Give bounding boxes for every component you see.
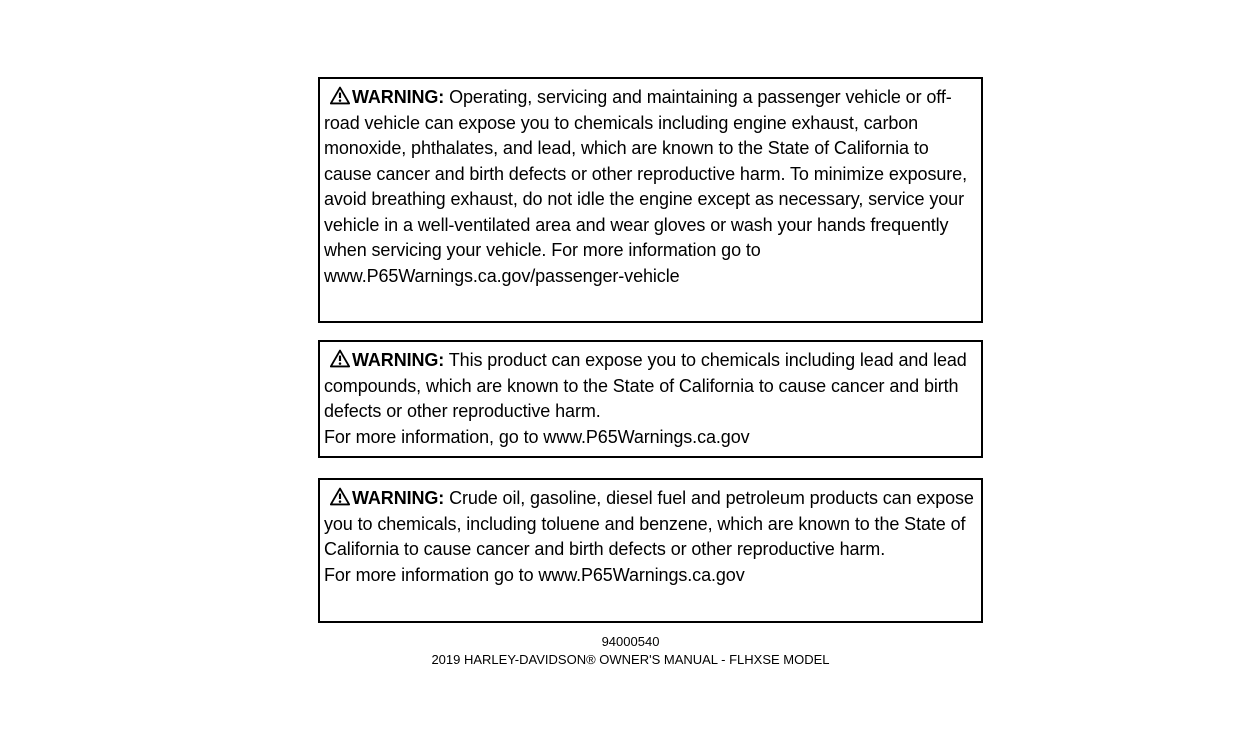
safety-alert-triangle-icon <box>330 86 350 105</box>
safety-alert-triangle-icon <box>330 487 350 506</box>
more-info-text: For more information go to www.P65Warnings.ca.gov <box>324 564 745 585</box>
warning-body-text: This product can expose you to chemicals including lead and lead compounds, which are known to the State of California to cause cancer and birth defects or other reproductive harm. <box>324 350 967 421</box>
warning-label: WARNING: <box>352 350 445 370</box>
prop65-warning-box-petroleum <box>318 478 983 623</box>
warning-body-text: Crude oil, gasoline, diesel fuel and petroleum products can expose you to chemicals, including toluene and benzene, which are known to the State of California to cause cancer and birth defects or other reproductive harm. <box>324 488 974 559</box>
safety-alert-triangle-icon <box>330 349 350 368</box>
more-info-text: For more information, go to www.P65Warnings.ca.gov <box>324 426 750 447</box>
prop65-warning-box-vehicle <box>318 77 983 323</box>
warning-label: WARNING: <box>352 488 445 508</box>
page-footer <box>10 633 1241 669</box>
warning-label: WARNING: <box>352 87 445 107</box>
part-number: 94000540 <box>601 634 660 649</box>
manual-title: 2019 HARLEY-DAVIDSON® OWNER'S MANUAL - FLHXSE MODEL <box>431 652 830 667</box>
prop65-warning-box-lead <box>318 340 983 458</box>
warning-body-text: Operating, servicing and maintaining a passenger vehicle or off-road vehicle can expose you to chemicals including engine exhaust, carbon monoxide, phthalates, and lead, which are known to the State of California to cause cancer and birth defects or other reproductive harm. To minimize exposure, avoid breathing exhaust, do not idle the engine except as necessary, service your vehicle in a well-ventilated area and wear gloves or wash your hands frequently when servicing your vehicle. For more information go to www.P65Warnings.ca.gov/passenger-vehicle <box>324 87 967 286</box>
